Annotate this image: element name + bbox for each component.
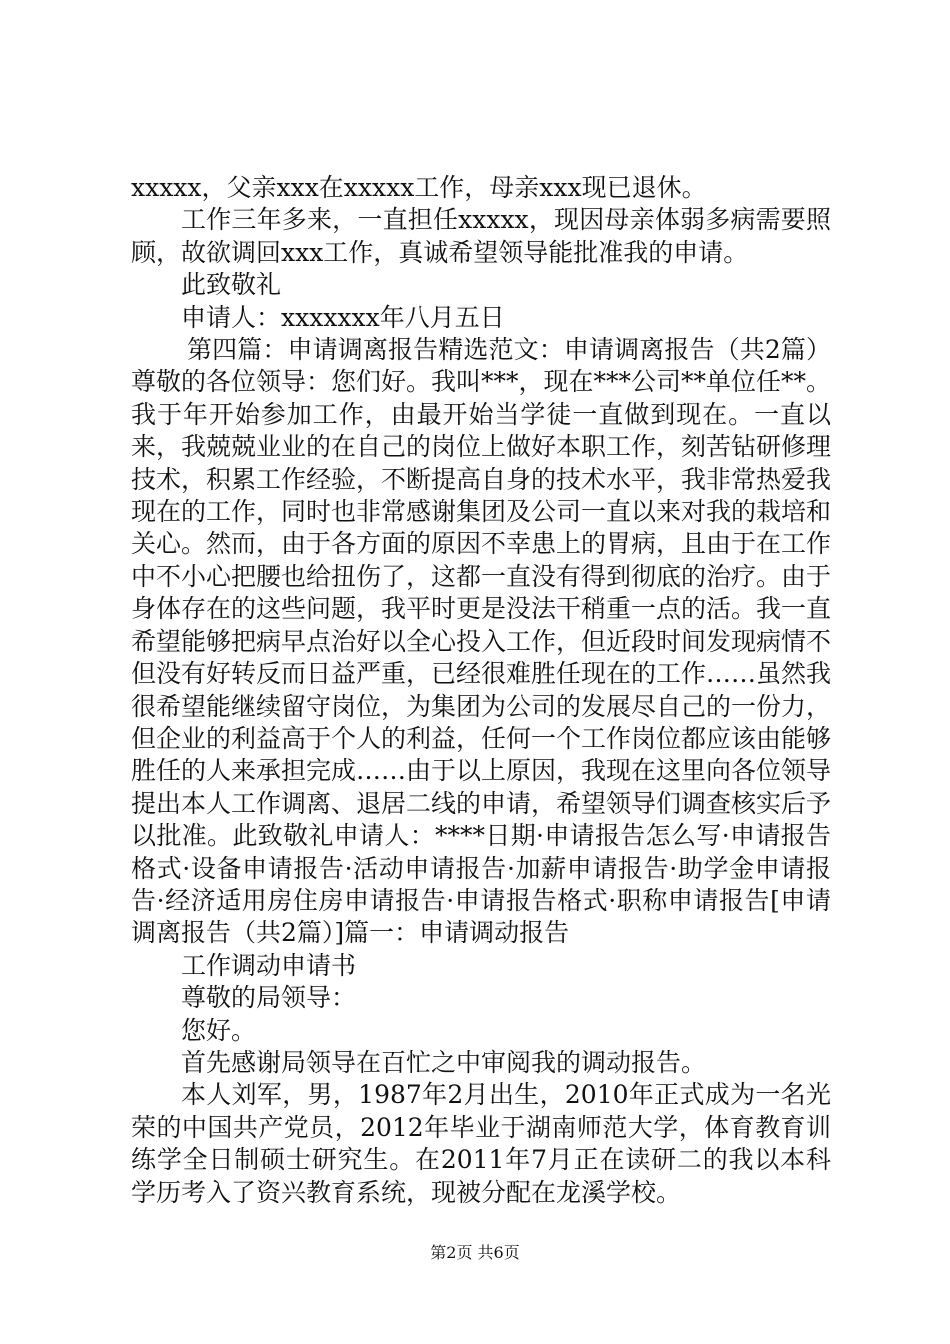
- paragraph-section-four: 第四篇：申请调离报告精选范文：申请调离报告（共2篇）尊敬的各位领导：您们好。我叫***，现在***公司**单位任**。我于年开始参加工作，由最开始当学徒一直做到现在。一直以来，我兢兢业业的在自己的岗位上做好本职工作，刻苦钻研修理技术，积累工作经验，不断提高自身的技术水平，我非常热爱我现在的工作，同时也非常感谢集团及公司一直以来对我的栽培和关心。然而，由于各方面的原因不幸患上的胃病，且由于在工作中不小心把腰也给扭伤了，这都一直没有得到彻底的治疗。由于身体存在的这些问题，我平时更是没法干稍重一点的活。我一直希望能够把病早点治好以全心投入工作，但近段时间发现病情不但没有好转反而日益严重，已经很难胜任现在的工作……虽然我很希望能继续留守岗位，为集团为公司的发展尽自己的一份力，但企业的利益高于个人的利益，任何一个工作岗位都应该由能够胜任的人来承担完成……由于以上原因，我现在这里向各位领导提出本人工作调离、退居二线的申请，希望领导们调查核实后予以批准。此致敬礼申请人：****日期·申请报告怎么写·申请报告格式·设备申请报告·活动申请报告·加薪申请报告·助学金申请报告·经济适用房住房申请报告·申请报告格式·职称申请报告[申请调离报告（共2篇）]篇一：申请调动报告: [131, 335, 832, 948]
- paragraph-applicant-date: 申请人：xxxxxxx年八月五日: [181, 302, 505, 332]
- page-footer: 第2页 共6页: [430, 1243, 520, 1262]
- paragraph-letter-title: 工作调动申请书: [181, 950, 357, 980]
- paragraph-greeting-recipient: 尊敬的局领导：: [181, 983, 357, 1013]
- paragraph-greeting: 您好。: [181, 1015, 257, 1045]
- paragraph-self-introduction: 本人刘军，男，1987年2月出生，2010年正式成为一名光荣的中国共产党员，2012年毕业于湖南师范大学，体育教育训练学全日制硕士研究生。在2011年7月正在读研二的我以本科学历考入了资兴教育系统，现被分配在龙溪学校。: [131, 1080, 831, 1207]
- paragraph-transfer-reason: 工作三年多来，一直担任xxxxx，现因母亲体弱多病需要照顾，故欲调回xxx工作，真诚希望领导能批准我的申请。: [131, 205, 831, 267]
- paragraph-family-info: xxxxx，父亲xxx在xxxxx工作，母亲xxx现已退休。: [131, 173, 707, 202]
- paragraph-thanks: 首先感谢局领导在百忙之中审阅我的调动报告。: [181, 1047, 707, 1077]
- document-body: [131, 172, 831, 1209]
- paragraph-salutation-closing: 此致敬礼: [181, 270, 282, 300]
